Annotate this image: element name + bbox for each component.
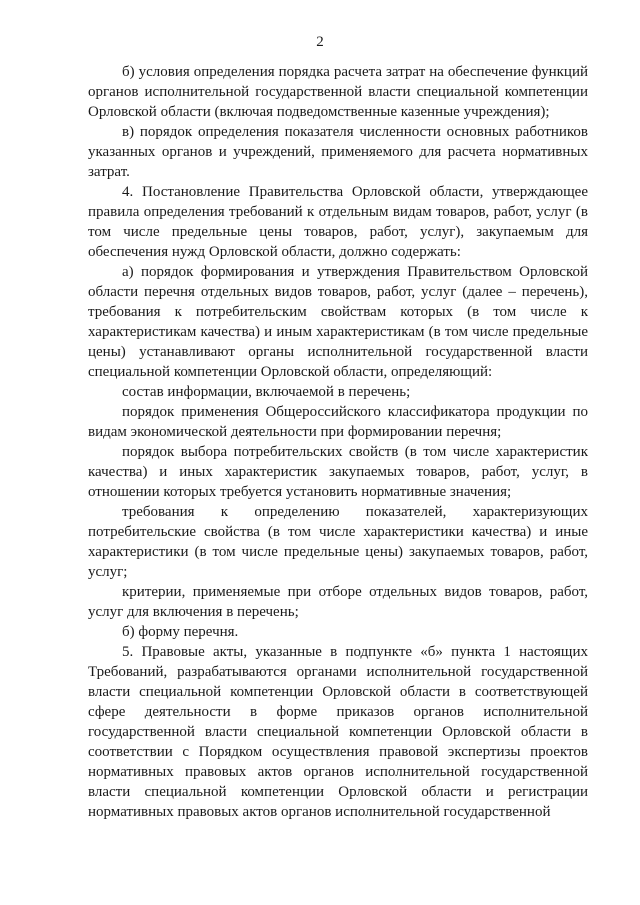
paragraph-classifier-application: порядок применения Общероссийского классификатора продукции по видам экономической деятельности при формировании перечня; bbox=[88, 404, 588, 440]
paragraph-a-list-formation: а) порядок формирования и утверждения Правительством Орловской области перечня отдельных видов товаров, работ, услуг (далее – перечень), требования к потребительским свойствам которых (в том числе к характеристикам качества) и иным характеристикам (в том числе предельные цены) устанавливают органы исполнительной государственной власти специальной компетенции Орловской области, определяющий: bbox=[88, 264, 588, 380]
paragraph-info-composition: состав информации, включаемой в перечень; bbox=[122, 384, 411, 400]
document-body bbox=[88, 62, 588, 822]
paragraph-4-government-resolution: 4. Постановление Правительства Орловской области, утверждающее правила определения требований к отдельным видам товаров, работ, услуг (в том числе предельные цены товаров, работ, услуг), закупаемым для обеспечения нужд Орловской области, должно содержать: bbox=[88, 184, 588, 260]
paragraph-5-legal-acts: 5. Правовые акты, указанные в подпункте «б» пункта 1 настоящих Требований, разрабатываются органами исполнительной государственной власти специальной компетенции Орловской области в соответствующей сфере деятельности в форме приказов органов исполнительной государственной власти специальной компетенции Орловской области в соответствии с Порядком осуществления правовой экспертизы проектов нормативных правовых актов органов исполнительной государственной власти специальной компетенции Орловской области и регистрации нормативных правовых актов органов исполнительной государственной bbox=[88, 644, 588, 820]
paragraph-selection-criteria: критерии, применяемые при отборе отдельных видов товаров, работ, услуг для включения в перечень; bbox=[88, 584, 588, 620]
paragraph-v-staff-count: в) порядок определения показателя численности основных работников указанных органов и учреждений, применяемого для расчета нормативных затрат. bbox=[88, 124, 588, 180]
paragraph-properties-selection: порядок выбора потребительских свойств (в том числе характеристик качества) и иных характеристик закупаемых товаров, работ, услуг, в отношении которых требуется установить нормативные значения; bbox=[88, 444, 588, 500]
page-number: 2 bbox=[316, 34, 324, 50]
paragraph-b-list-form: б) форму перечня. bbox=[122, 624, 239, 640]
paragraph-indicator-requirements: требования к определению показателей, характеризующих потребительские свойства (в том числе характеристики качества) и иные характеристики (в том числе предельные цены) закупаемых товаров, работ, услуг; bbox=[88, 504, 588, 580]
paragraph-b-cost-conditions: б) условия определения порядка расчета затрат на обеспечение функций органов исполнительной государственной власти специальной компетенции Орловской области (включая подведомственные казенные учреждения); bbox=[88, 64, 588, 120]
